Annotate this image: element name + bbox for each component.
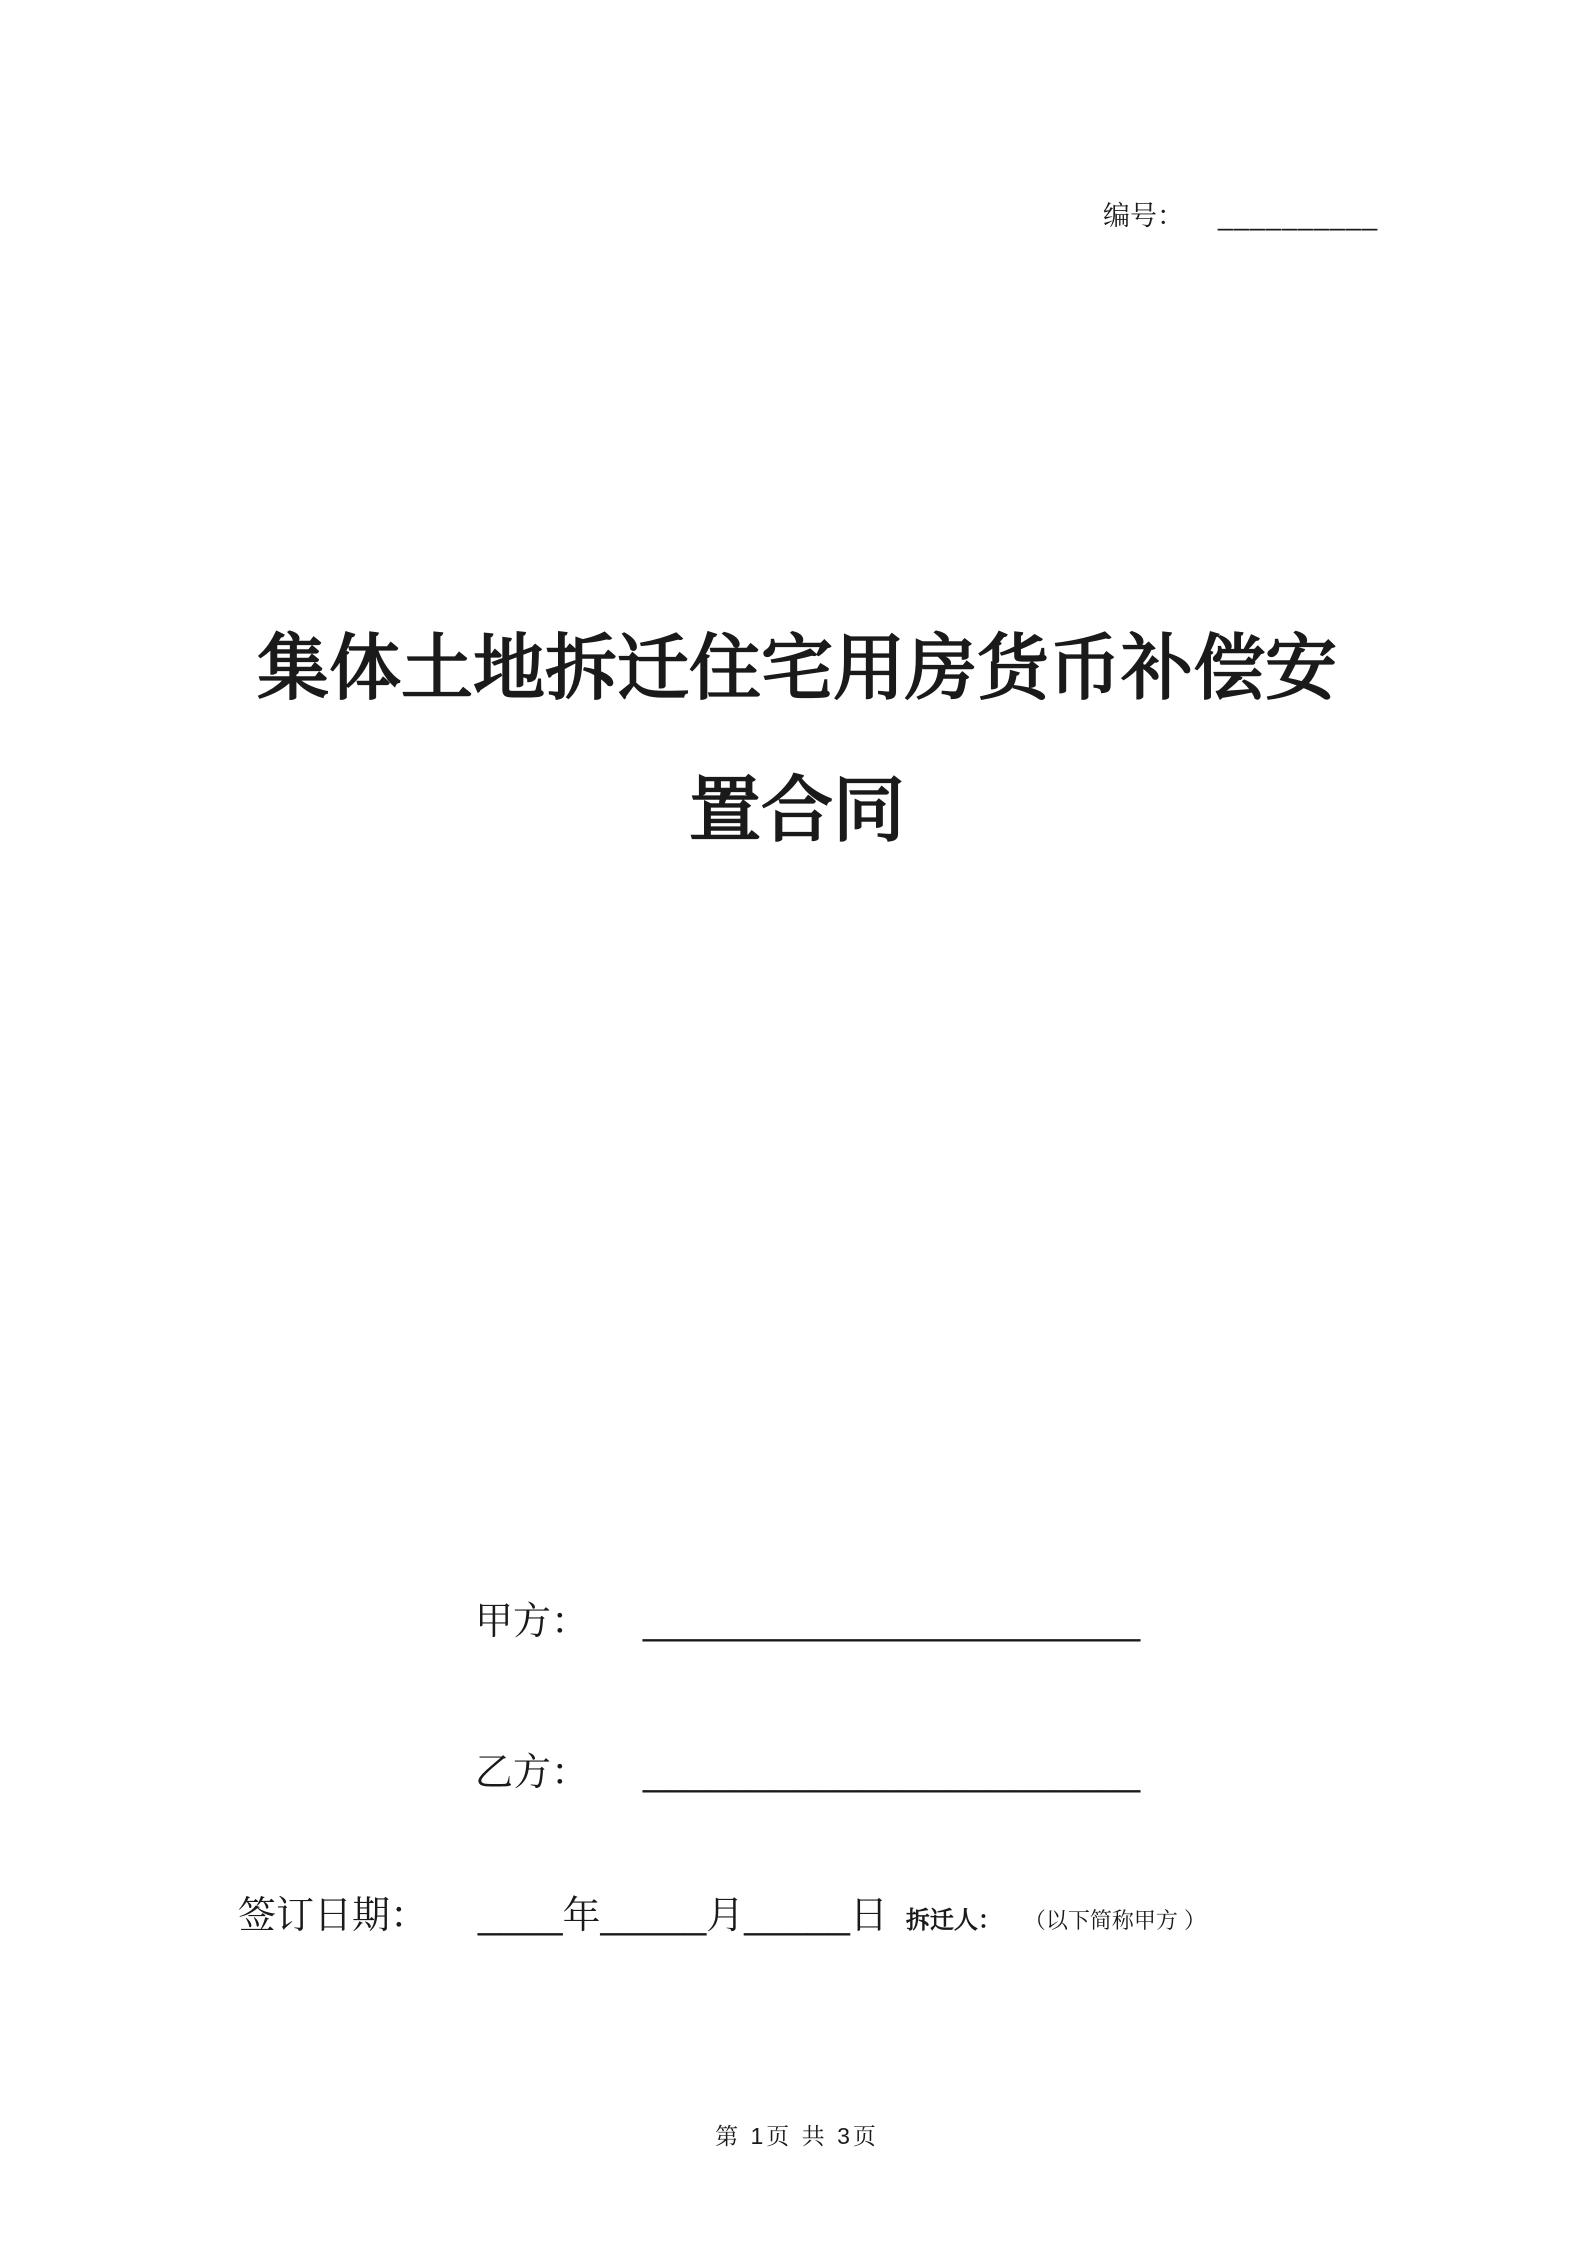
party-b-row [475, 1741, 1141, 1796]
signing-date-row [238, 1884, 1206, 1939]
document-title-line1: 集体土地拆迁住宅用房货币补偿安 [256, 629, 1337, 709]
document-title-line2: 置合同 [688, 771, 905, 851]
party-a-row [475, 1590, 1141, 1645]
document-title [0, 598, 1594, 882]
party-a-blank[interactable]: _______________________ [643, 1601, 1141, 1643]
signing-date-blanks[interactable]: ____年_____月_____日 [478, 1895, 888, 1937]
serial-number-label: 编号： [1103, 201, 1184, 231]
demolisher-note: （以下简称甲方 ） [1023, 1908, 1207, 1933]
serial-number-blank[interactable]: __________ [1218, 201, 1379, 231]
party-a-label: 甲方： [475, 1601, 590, 1643]
serial-number-row [1103, 194, 1378, 233]
party-b-blank[interactable]: _______________________ [643, 1752, 1141, 1794]
party-b-label: 乙方： [475, 1752, 590, 1794]
demolisher-label: 拆迁人： [905, 1907, 1002, 1934]
page-footer [0, 2118, 1594, 2151]
signing-date-label: 签订日期： [238, 1895, 429, 1937]
page-number-text: 第 1页 共 3页 [715, 2123, 879, 2149]
